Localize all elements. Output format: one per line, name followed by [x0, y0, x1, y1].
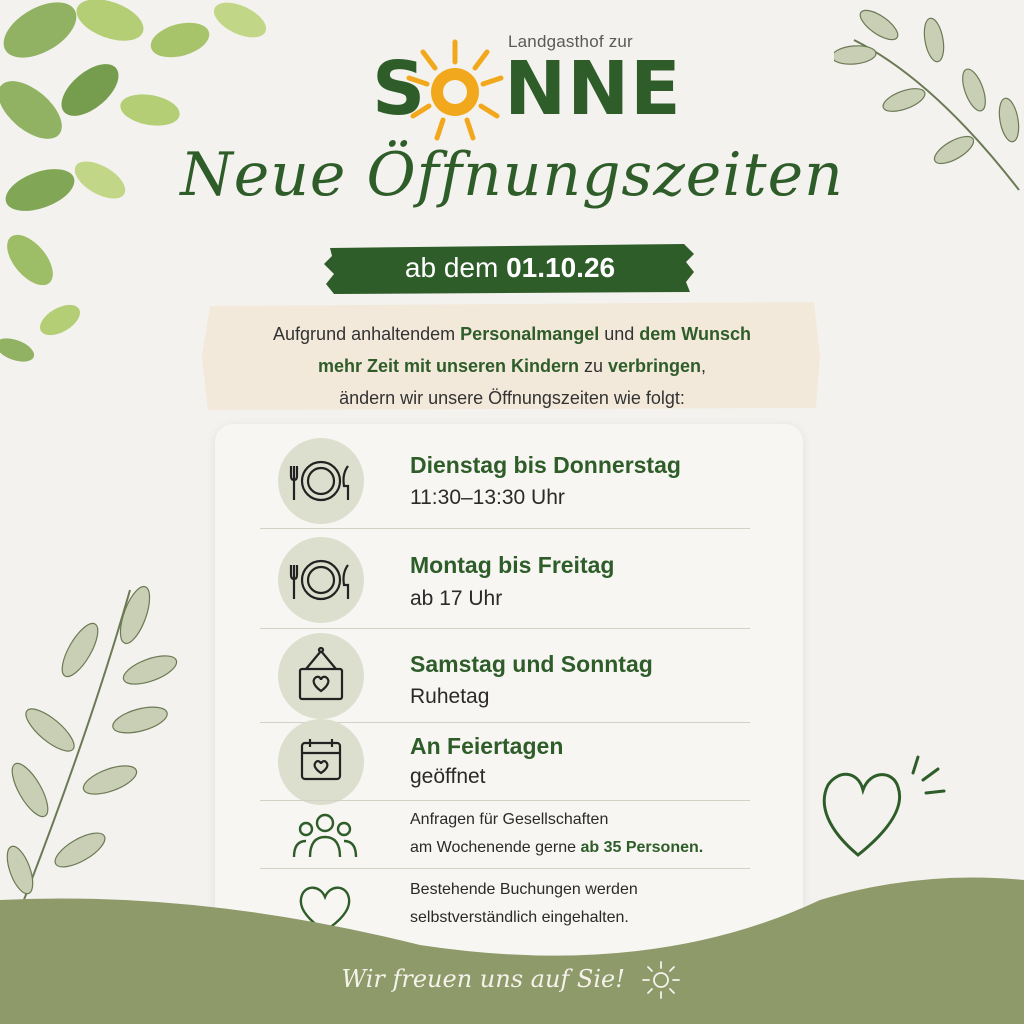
plate-cutlery-icon: [278, 537, 364, 623]
calendar-heart-icon: [278, 719, 364, 805]
row-title: Montag bis Freitag: [410, 552, 615, 578]
schedule-row: [260, 529, 750, 629]
heart-doodle-icon: [818, 755, 948, 865]
groups-note-line-1: Anfragen für Gesellschaften: [410, 811, 609, 828]
date-value: 01.10.26: [506, 252, 616, 283]
row-detail: ab 17 Uhr: [410, 587, 503, 610]
schedule-row: [260, 629, 750, 723]
sun-icon: [639, 958, 683, 1002]
bookings-note-line-1: Bestehende Buchungen werden: [410, 881, 638, 898]
row-title: An Feiertagen: [410, 733, 564, 759]
intro-line-3: ändern wir unsere Öffnungszeiten wie folgt:: [339, 388, 685, 408]
schedule-row: [260, 723, 750, 801]
headline: Neue Öffnungszeiten: [180, 140, 844, 210]
group-people-icon: [290, 807, 360, 867]
date-prefix: ab dem: [404, 252, 499, 283]
bookings-note-line-2: selbstverständlich eingehalten.: [410, 909, 629, 926]
brand-top-line: Landgasthof zur: [508, 32, 633, 51]
footer-text: Wir freuen uns auf Sie!: [341, 964, 625, 993]
brand-name: [372, 46, 682, 132]
row-detail: 11:30–13:30 Uhr: [410, 486, 565, 509]
row-detail: geöffnet: [410, 765, 486, 788]
date-banner: [324, 252, 696, 284]
brand-name-left: S: [372, 46, 427, 132]
brand-name-right: NNE: [504, 46, 682, 132]
row-detail: Ruhetag: [410, 685, 490, 708]
footer-message: [0, 958, 1024, 1002]
row-title: Dienstag bis Donnerstag: [410, 452, 681, 478]
foliage-bottom-left-decoration: [0, 580, 190, 920]
groups-note-row: [260, 801, 750, 869]
plate-cutlery-icon: [278, 438, 364, 524]
schedule-row: [260, 436, 750, 529]
intro-line-2: mehr Zeit mit unseren Kindern zu verbringen,: [317, 356, 707, 376]
row-title: Samstag und Sonntag: [410, 651, 653, 677]
intro-text: [210, 318, 814, 414]
intro-line-1: Aufgrund anhaltendem Personalmangel und dem Wunsch: [273, 324, 751, 344]
groups-note-line-2: am Wochenende gerne ab 35 Personen.: [410, 839, 704, 856]
hanging-sign-heart-icon: [278, 633, 364, 719]
